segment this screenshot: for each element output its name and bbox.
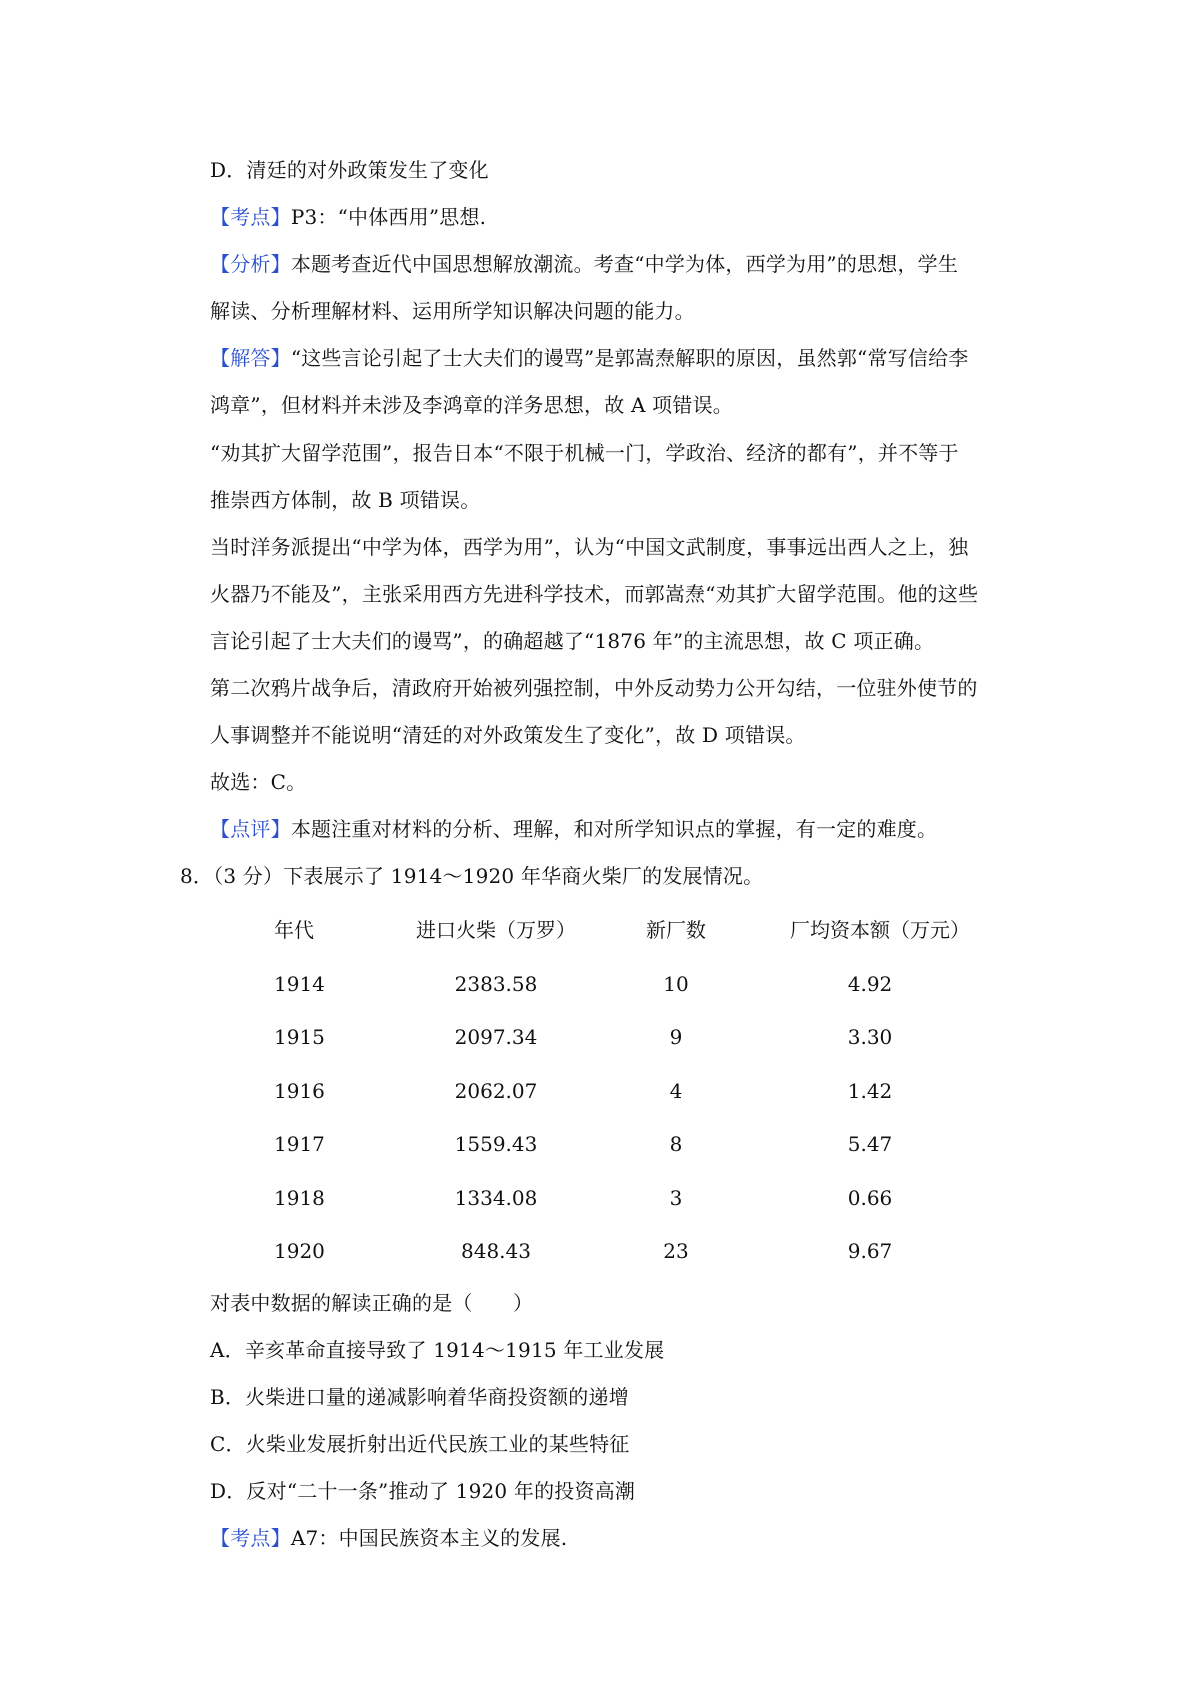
- cell-year: 1916: [274, 1079, 325, 1103]
- cell-year: 1920: [274, 1239, 325, 1263]
- cell-year: 1918: [274, 1186, 325, 1210]
- header-avg-capital: 厂均资本额（万元）: [790, 918, 970, 942]
- option-d: D．清廷的对外政策发生了变化: [210, 158, 489, 182]
- jieda-line-7: 言论引起了士大夫们的谩骂”，的确超越了“1876 年”的主流思想，故 C 项正确。: [210, 629, 935, 653]
- cell-year: 1914: [274, 972, 325, 996]
- option-c: C．火柴业发展折射出近代民族工业的某些特征: [210, 1432, 630, 1456]
- cell-new-factories: 23: [663, 1239, 689, 1263]
- jieda-line-2: 鸿章”，但材料并未涉及李鸿章的洋务思想，故 A 项错误。: [210, 393, 733, 417]
- option-b: B．火柴进口量的递减影响着华商投资额的递增: [210, 1385, 629, 1409]
- cell-avg-capital: 1.42: [847, 1079, 893, 1103]
- cell-new-factories: 8: [669, 1132, 683, 1156]
- cell-avg-capital: 0.66: [847, 1186, 893, 1210]
- kaodian-text-q8: A7：中国民族资本主义的发展.: [290, 1526, 568, 1550]
- kaodian-tag: 【考点】: [210, 205, 291, 229]
- jieda-line-8: 第二次鸦片战争后，清政府开始被列强控制，中外反动势力公开勾结，一位驻外使节的: [210, 676, 978, 700]
- cell-avg-capital: 5.47: [847, 1132, 893, 1156]
- cell-imports: 1559.43: [454, 1132, 538, 1156]
- cell-year: 1917: [274, 1132, 325, 1156]
- jieda-line-5: 当时洋务派提出“中学为体，西学为用”，认为“中国文武制度，事事远出西人之上，独: [210, 535, 969, 559]
- cell-year: 1915: [274, 1025, 325, 1049]
- fenxi-tag: 【分析】: [210, 252, 291, 276]
- kaodian-line: [210, 203, 486, 231]
- jieda-line-10: 故选：C。: [210, 770, 307, 794]
- jieda-tag: 【解答】: [210, 346, 291, 370]
- jieda-line-3: “劝其扩大留学范围”，报告日本“不限于机械一门，学政治、经济的都有”，并不等于: [210, 441, 959, 465]
- option-a: A．辛亥革命直接导致了 1914～1915 年工业发展: [210, 1338, 665, 1362]
- cell-avg-capital: 9.67: [847, 1239, 893, 1263]
- kaodian-line-q8: [210, 1524, 567, 1552]
- option-d-q8: D．反对“二十一条”推动了 1920 年的投资高潮: [210, 1479, 636, 1503]
- jieda-line-4: 推崇西方体制，故 B 项错误。: [210, 488, 481, 512]
- fenxi-text-1: 本题考查近代中国思想解放潮流。考查“中学为体，西学为用”的思想，学生: [290, 252, 959, 276]
- cell-new-factories: 9: [669, 1025, 683, 1049]
- cell-new-factories: 3: [669, 1186, 683, 1210]
- fenxi-line-2: 解读、分析理解材料、运用所学知识解决问题的能力。: [210, 299, 695, 323]
- cell-new-factories: 4: [669, 1079, 683, 1103]
- question-8-prompt: 对表中数据的解读正确的是（ ）: [210, 1291, 534, 1315]
- jieda-line-6: 火器乃不能及”，主张采用西方先进科学技术，而郭嵩焘“劝其扩大留学范围。他的这些: [210, 582, 979, 606]
- question-8-stem: 8．（3 分）下表展示了 1914～1920 年华商火柴厂的发展情况。: [180, 864, 764, 888]
- cell-imports: 2383.58: [454, 972, 538, 996]
- cell-imports: 2097.34: [454, 1025, 538, 1049]
- kaodian-tag-q8: 【考点】: [210, 1526, 291, 1550]
- kaodian-text: P3：“中体西用”思想.: [290, 205, 487, 229]
- cell-imports: 848.43: [461, 1239, 531, 1263]
- dianping-text: 本题注重对材料的分析、理解，和对所学知识点的掌握，有一定的难度。: [290, 817, 938, 841]
- dianping-line: [210, 815, 937, 843]
- cell-imports: 1334.08: [454, 1186, 538, 1210]
- cell-avg-capital: 3.30: [847, 1025, 893, 1049]
- header-year: 年代: [274, 918, 314, 942]
- cell-avg-capital: 4.92: [847, 972, 893, 996]
- header-new-factories: 新厂数: [646, 918, 706, 942]
- jieda-line-1: [210, 344, 969, 372]
- cell-new-factories: 10: [663, 972, 689, 996]
- jieda-line-9: 人事调整并不能说明“清廷的对外政策发生了变化”，故 D 项错误。: [210, 723, 806, 747]
- header-imports: 进口火柴（万罗）: [416, 918, 576, 942]
- dianping-tag: 【点评】: [210, 817, 291, 841]
- cell-imports: 2062.07: [454, 1079, 538, 1103]
- jieda-text-1: “这些言论引起了士大夫们的谩骂”是郭嵩焘解职的原因，虽然郭“常写信给李: [290, 346, 969, 370]
- fenxi-line-1: [210, 250, 958, 278]
